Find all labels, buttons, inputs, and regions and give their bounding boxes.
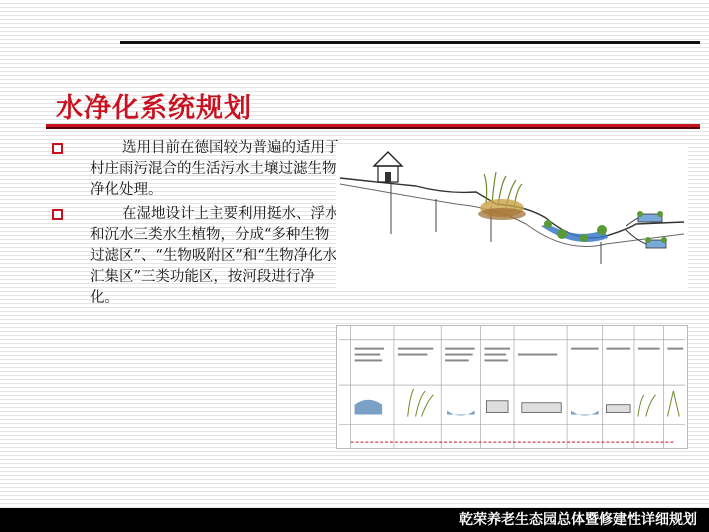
bullet-text: 在湿地设计上主要利用挺水、浮水和沉水三类水生植物，分成“多种生物过滤区”、“生物吸附区”和“生物净化水汇集区”三类功能区，按河段进行净化。 [90, 206, 340, 306]
slide-title: 水净化系统规划 [56, 93, 252, 124]
bullet-square-icon [52, 209, 63, 220]
bullet-square-icon [52, 143, 63, 154]
header-rule [120, 41, 700, 44]
footer-bar: 乾荣养老生态园总体暨修建性详细规划 [0, 508, 709, 532]
purification-zones-table-image [336, 325, 688, 449]
bullet-text: 选用目前在德国较为普遍的适用于村庄雨污混合的生活污水土壤过滤生物净化处理。 [90, 140, 340, 198]
bullet-item [52, 204, 342, 309]
purification-sketch-image [336, 144, 688, 290]
bullet-list [52, 138, 342, 312]
bullet-item [52, 138, 342, 201]
title-underline-shadow [46, 127, 700, 129]
